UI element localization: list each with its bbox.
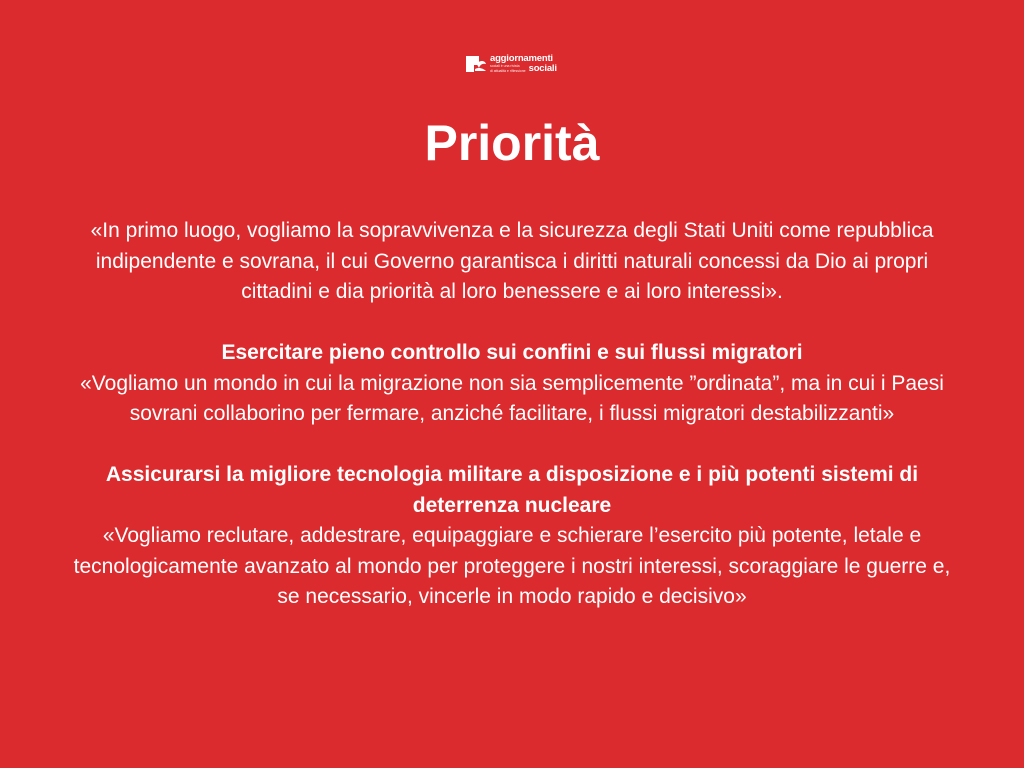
section-migration	[72, 338, 952, 430]
slide-content	[72, 216, 952, 613]
logo-row-2	[490, 64, 557, 74]
publication-logo	[466, 54, 557, 73]
section-quote: «Vogliamo un mondo in cui la migrazione non sia semplicemente ”ordinata”, ma in cui i Paesi sovrani collaborino per fermare, anziché facilitare, i flussi migratori destabilizzanti»	[80, 371, 944, 425]
section-heading: Esercitare pieno controllo sui confini e sui flussi migratori	[221, 341, 803, 364]
section-quote: «Vogliamo reclutare, addestrare, equipaggiare e schierare l’esercito più potente, letale e tecnologicamente avanzato al mondo per proteggere i nostri interessi, scoraggiare le guerre e, se necessario, vincerle in modo rapido e decisivo»	[73, 524, 951, 608]
logo-tagline-line-1: sociali è una rivista	[490, 64, 520, 68]
logo-mark-icon	[466, 56, 487, 72]
logo-word-aggiornamenti: aggiornamenti	[490, 53, 553, 64]
intro-block	[72, 216, 952, 308]
slide-title: Priorità	[424, 115, 600, 171]
logo-word-sociali: sociali	[528, 62, 557, 74]
section-heading: Assicurarsi la migliore tecnologia militare a disposizione e i più potenti sistemi di deterrenza nucleare	[105, 463, 919, 517]
intro-quote: «In primo luogo, vogliamo la sopravvivenza e la sicurezza degli Stati Uniti come repubblica indipendente e sovrana, il cui Governo garantisca i diritti naturali concessi da Dio ai propri cittadini e dia priorità al loro benessere e ai loro interessi».	[90, 219, 934, 303]
logo-text	[490, 54, 557, 73]
logo-tagline	[490, 64, 526, 73]
logo-tagline-line-2: di attualità e riflessione	[490, 68, 526, 73]
section-military	[72, 460, 952, 613]
